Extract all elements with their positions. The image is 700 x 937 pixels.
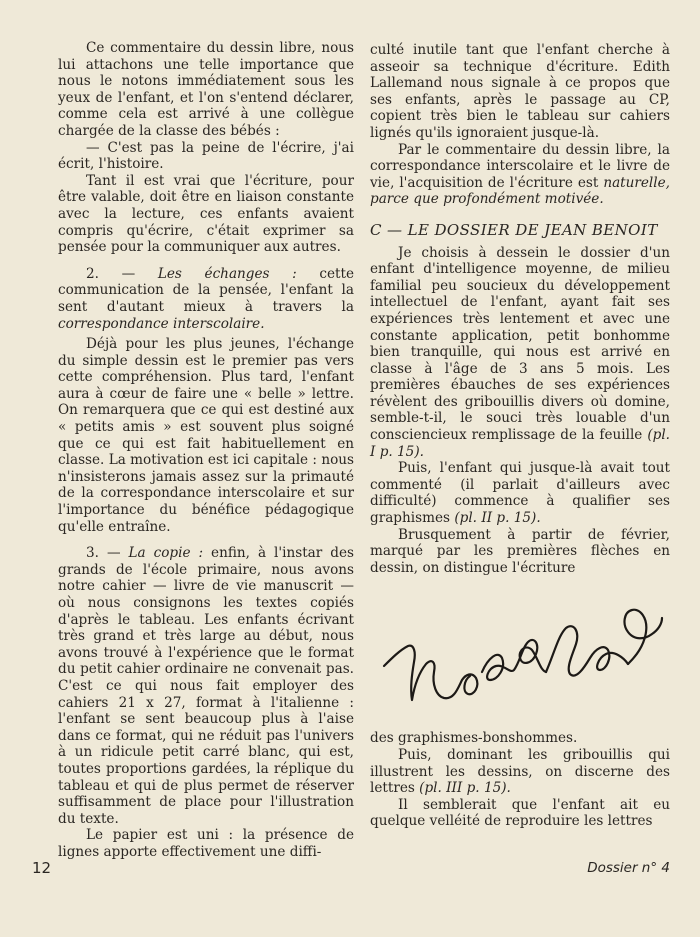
paragraph: Déjà pour les plus jeunes, l'échange du simple dessin est le premier pas vers cette compréhension. Plus tard, l'enfant aura à cœur de faire une « belle » lettre. On remarquera que ce qui est destiné aux « petits amis » est souvent plus soigné que ce qui est fait habituellement en classe. La motivation est ici capitale : nous n'insisterons jamais assez sur la primauté de la correspondance interscolaire et sur l'importance du bénéfice pédagogique qu'elle entraîne. <box>58 336 354 535</box>
paragraph <box>370 245 670 461</box>
item-title: Les échanges : <box>157 265 297 282</box>
paragraph <box>370 747 670 797</box>
paragraph-text: Par le commentaire du dessin libre, la correspondance interscolaire et le livre de vie, l'acquisition de l'écriture est <box>370 141 670 191</box>
paragraph-continued: des graphismes-bonshommes. <box>370 730 578 747</box>
right-column <box>370 42 670 830</box>
paragraph <box>370 460 670 526</box>
paragraph: Ce commentaire du dessin libre, nous lui attachons une telle importance que nous le notons immédiatement sous les yeux de l'enfant, et l'on s'entend déclarer, comme cela est arrivé à une collègue chargée de la classe des bébés : <box>58 40 354 139</box>
plate-reference: (pl. I p. 15). <box>370 427 670 460</box>
paragraph-text: Puis, l'enfant qui jusque-là avait tout commenté (il parlait d'ailleurs avec difficulté) commence à qualifier ses graphismes <box>370 460 670 527</box>
paragraph <box>370 142 670 208</box>
paragraph: Tant il est vrai que l'écriture, pour être valable, doit être en liaison constante avec la lecture, ces enfants avaient compris qu'écrire, c'était exprimer sa pensée pour la communiquer aux autres. <box>58 172 354 256</box>
item-text: cette communication de la pensée, l'enfant la sent d'autant mieux à travers la <box>58 265 354 315</box>
page-number: 12 <box>32 859 52 877</box>
paragraph-text: Puis, dominant les gribouillis qui illustrent les dessins, on discerne des lettres <box>370 747 670 797</box>
item-text: enfin, à l'instar des grands de l'école primaire, nous avons notre cahier — livre de vie manuscrit — où nous consignons les textes copiés d'après le tableau. Les enfants écrivant très grand et très large au début, nous avons trouvé à l'expérience que le format du petit cahier ordinaire ne convenait pas. C'est ce qui nous fait employer des cahiers 21 x 27, format à l'italienne : l'enfant se sent beaucoup plus à l'aise dans ce format, qui ne réduit pas l'univers à un ridicule petit carré blanc, qui est, toutes proportions gardées, la réplique du tableau et qui de plus permet de réserver suffisamment de place pour l'illustration du texte. <box>58 545 354 827</box>
paragraph: Il semblerait que l'enfant ait eu quelque velléité de reproduire les lettres <box>370 796 670 830</box>
plate-reference: (pl. III p. 15). <box>419 780 511 797</box>
child-handwriting-illustration <box>370 588 670 726</box>
section-heading: C — LE DOSSIER DE JEAN BENOIT <box>370 220 658 239</box>
paragraph: Le papier est uni : la présence de lignes apporte effectivement une diffi- <box>58 827 354 860</box>
paragraph-emphasis: naturelle, parce que profondément motivée. <box>370 174 670 208</box>
paragraph-echanges <box>58 266 354 332</box>
dossier-label: Dossier n° 4 <box>587 860 670 876</box>
plate-reference: (pl. II p. 15). <box>454 510 541 527</box>
paragraph-text: Je choisis à dessein le dossier d'un enfant d'intelligence moyenne, de milieu familial peu soucieux du développement intellectuel de l'enfant, ayant fait ses expériences très lentement et avec une constante application, petit bonhomme bien tranquille, qui nous est arrivé en classe à l'âge de 3 ans 5 mois. Les premières ébauches de ses expériences révèlent des gribouillis divers où domine, semble-t-il, le souci très louable d'un consciencieux remplissage de la feuille <box>370 244 670 444</box>
item-number: 3. — <box>86 545 129 562</box>
paragraph: Brusquement à partir de février, marqué par les premières flèches en dessin, on distingue l'écriture <box>370 526 670 576</box>
item-number: 2. — <box>86 265 158 282</box>
left-column <box>58 40 354 861</box>
paragraph-copie <box>58 545 354 827</box>
paragraph-continued: culté inutile tant que l'enfant cherche à asseoir sa technique d'écriture. Edith Lallemand nous signale à ce propos que ses enfants, après le passage au CP, copient très bien le tableau sur cahiers lignés qu'ils ignoraient jusque-là. <box>370 42 670 141</box>
paragraph: — C'est pas la peine de l'écrire, j'ai écrit, l'histoire. <box>58 139 354 173</box>
item-title: La copie : <box>128 545 204 562</box>
item-emphasis: correspondance interscolaire. <box>58 315 265 332</box>
